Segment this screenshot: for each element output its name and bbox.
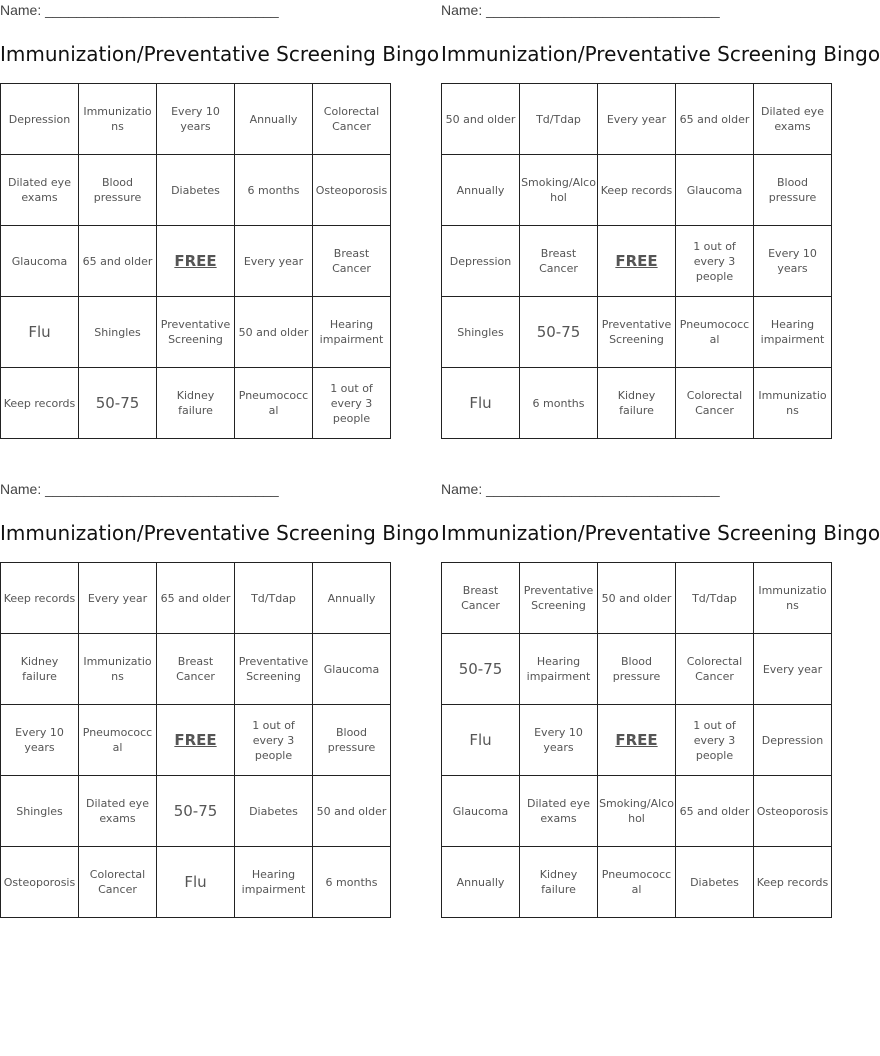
grid-cell: Annually [442, 155, 520, 226]
grid-cell: 1 out of every 3 people [676, 705, 754, 776]
grid-cell: 6 months [313, 847, 391, 918]
name-line: Name: ______________________________ [441, 2, 720, 18]
grid-cell: Breast Cancer [157, 634, 235, 705]
grid-cell: Kidney failure [157, 368, 235, 439]
grid-cell: Immunizations [754, 368, 832, 439]
grid-cell: Td/Tdap [676, 563, 754, 634]
bingo-grid [441, 562, 832, 918]
grid-cell: Every year [79, 563, 157, 634]
grid-cell: 50 and older [235, 297, 313, 368]
name-line: Name: ______________________________ [441, 481, 720, 497]
grid-cell: Keep records [754, 847, 832, 918]
grid-cell: Keep records [598, 155, 676, 226]
grid-cell: Glaucoma [313, 634, 391, 705]
grid-cell: Keep records [1, 563, 79, 634]
grid-cell: Shingles [442, 297, 520, 368]
grid-cell: Every 10 years [157, 84, 235, 155]
card-title: Immunization/Preventative Screening Bingo [441, 521, 880, 545]
grid-cell: Hearing impairment [313, 297, 391, 368]
grid-cell: Immunizations [754, 563, 832, 634]
grid-cell: Preventative Screening [157, 297, 235, 368]
grid-cell: Hearing impairment [235, 847, 313, 918]
grid-cell: Every year [754, 634, 832, 705]
grid-row [442, 84, 832, 155]
grid-cell: Depression [442, 226, 520, 297]
grid-cell: Colorectal Cancer [79, 847, 157, 918]
grid-cell: Preventative Screening [235, 634, 313, 705]
grid-cell: Diabetes [676, 847, 754, 918]
grid-cell: Preventative Screening [520, 563, 598, 634]
grid-cell: Hearing impairment [520, 634, 598, 705]
grid-row [442, 226, 832, 297]
free-space: FREE [157, 226, 235, 297]
grid-cell: Glaucoma [676, 155, 754, 226]
grid-cell: Every year [235, 226, 313, 297]
grid-row [442, 563, 832, 634]
grid-cell: Pneumococcal [676, 297, 754, 368]
free-space: FREE [598, 705, 676, 776]
grid-cell: Blood pressure [598, 634, 676, 705]
card-title: Immunization/Preventative Screening Bingo [0, 521, 440, 545]
grid-cell: 50 and older [313, 776, 391, 847]
grid-cell: Colorectal Cancer [313, 84, 391, 155]
grid-cell: Glaucoma [1, 226, 79, 297]
grid-cell: Every 10 years [520, 705, 598, 776]
grid-cell: 1 out of every 3 people [313, 368, 391, 439]
grid-cell: Glaucoma [442, 776, 520, 847]
bingo-card-1 [0, 0, 440, 432]
grid-cell: 65 and older [79, 226, 157, 297]
grid-row [1, 84, 391, 155]
grid-cell: Annually [235, 84, 313, 155]
grid-row [1, 155, 391, 226]
grid-cell: 65 and older [676, 776, 754, 847]
grid-cell: 50 and older [442, 84, 520, 155]
name-line: Name: ______________________________ [0, 481, 279, 497]
grid-cell: Pneumococcal [235, 368, 313, 439]
grid-cell: Every 10 years [1, 705, 79, 776]
grid-row [1, 563, 391, 634]
bingo-card-4 [441, 479, 880, 911]
free-space: FREE [598, 226, 676, 297]
grid-cell: Colorectal Cancer [676, 368, 754, 439]
grid-row [1, 705, 391, 776]
grid-cell: 50 and older [598, 563, 676, 634]
grid-cell: Breast Cancer [313, 226, 391, 297]
grid-cell: Every 10 years [754, 226, 832, 297]
grid-cell: Blood pressure [79, 155, 157, 226]
bingo-card-3 [0, 479, 440, 911]
grid-cell: Flu [1, 297, 79, 368]
grid-cell: 50-75 [520, 297, 598, 368]
bingo-grid [441, 83, 832, 439]
grid-cell: Osteoporosis [313, 155, 391, 226]
grid-cell: Breast Cancer [520, 226, 598, 297]
grid-row [442, 847, 832, 918]
grid-row [442, 634, 832, 705]
grid-cell: Immunizations [79, 634, 157, 705]
card-title: Immunization/Preventative Screening Bingo [0, 42, 440, 66]
grid-cell: Immunizations [79, 84, 157, 155]
grid-row [1, 368, 391, 439]
grid-cell: Kidney failure [598, 368, 676, 439]
grid-cell: Dilated eye exams [1, 155, 79, 226]
grid-cell: Smoking/Alcohol [598, 776, 676, 847]
grid-cell: Pneumococcal [79, 705, 157, 776]
grid-row [442, 776, 832, 847]
grid-cell: Pneumococcal [598, 847, 676, 918]
grid-cell: Flu [442, 705, 520, 776]
grid-cell: Osteoporosis [1, 847, 79, 918]
grid-cell: Blood pressure [313, 705, 391, 776]
grid-cell: 50-75 [79, 368, 157, 439]
grid-cell: Dilated eye exams [754, 84, 832, 155]
grid-row [1, 226, 391, 297]
grid-cell: 65 and older [676, 84, 754, 155]
bingo-grid [0, 83, 391, 439]
grid-cell: Colorectal Cancer [676, 634, 754, 705]
grid-cell: Td/Tdap [235, 563, 313, 634]
grid-cell: Flu [442, 368, 520, 439]
grid-cell: Hearing impairment [754, 297, 832, 368]
grid-cell: Preventative Screening [598, 297, 676, 368]
grid-cell: Osteoporosis [754, 776, 832, 847]
grid-row [1, 847, 391, 918]
free-space: FREE [157, 705, 235, 776]
grid-cell: Smoking/Alcohol [520, 155, 598, 226]
grid-cell: Diabetes [235, 776, 313, 847]
grid-row [442, 155, 832, 226]
grid-cell: Diabetes [157, 155, 235, 226]
name-line: Name: ______________________________ [0, 2, 279, 18]
grid-cell: Flu [157, 847, 235, 918]
grid-cell: Td/Tdap [520, 84, 598, 155]
grid-row [442, 297, 832, 368]
grid-row [1, 776, 391, 847]
grid-cell: Annually [442, 847, 520, 918]
grid-cell: Depression [754, 705, 832, 776]
grid-cell: Depression [1, 84, 79, 155]
grid-cell: Every year [598, 84, 676, 155]
card-title: Immunization/Preventative Screening Bingo [441, 42, 880, 66]
bingo-grid [0, 562, 391, 918]
grid-row [1, 297, 391, 368]
grid-cell: 6 months [235, 155, 313, 226]
grid-row [442, 368, 832, 439]
grid-row [442, 705, 832, 776]
grid-cell: 6 months [520, 368, 598, 439]
grid-cell: 65 and older [157, 563, 235, 634]
grid-cell: Shingles [79, 297, 157, 368]
grid-cell: Dilated eye exams [79, 776, 157, 847]
grid-cell: Kidney failure [1, 634, 79, 705]
grid-cell: 50-75 [157, 776, 235, 847]
grid-cell: Annually [313, 563, 391, 634]
grid-row [1, 634, 391, 705]
grid-cell: Keep records [1, 368, 79, 439]
grid-cell: Breast Cancer [442, 563, 520, 634]
bingo-card-2 [441, 0, 880, 432]
grid-cell: 1 out of every 3 people [235, 705, 313, 776]
grid-cell: Shingles [1, 776, 79, 847]
grid-cell: Blood pressure [754, 155, 832, 226]
grid-cell: 1 out of every 3 people [676, 226, 754, 297]
grid-cell: Dilated eye exams [520, 776, 598, 847]
grid-cell: 50-75 [442, 634, 520, 705]
grid-cell: Kidney failure [520, 847, 598, 918]
